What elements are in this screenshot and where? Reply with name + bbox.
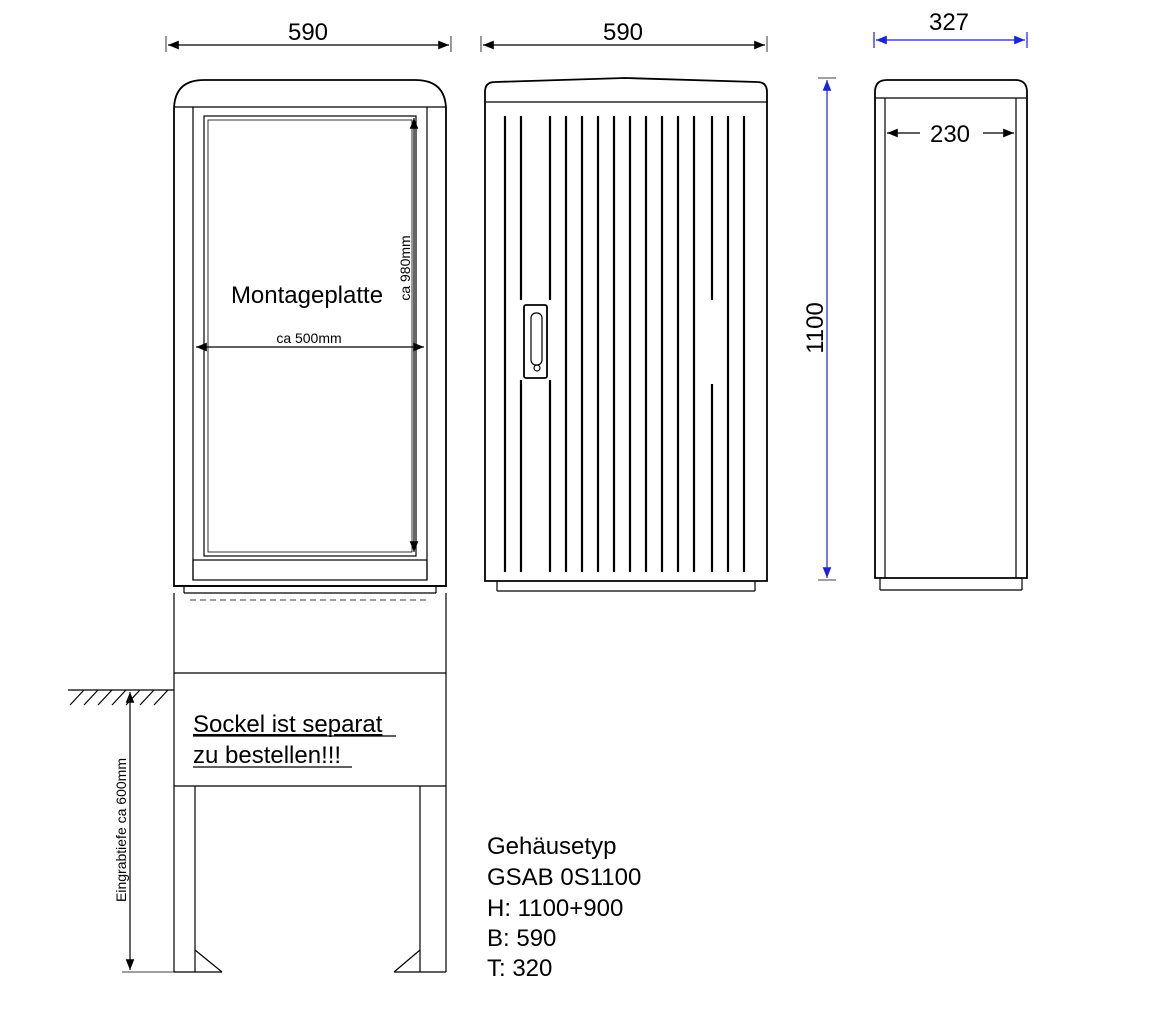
front-view-closed: [481, 19, 767, 591]
side-view: [874, 9, 1027, 590]
spec-line-housing-type: Gehäusetyp: [487, 833, 617, 860]
spec-line-height: H: 1100+900: [487, 895, 624, 922]
height-label: 1100: [802, 302, 829, 354]
door-outline: [485, 78, 767, 581]
front-view-open: [166, 19, 451, 600]
mounting-plate-label: Montageplatte: [230, 282, 384, 309]
spec-line-width: B: 590: [487, 925, 557, 952]
height-dimension: [802, 78, 836, 580]
side-inner-depth-label: 230: [929, 121, 971, 148]
door-width-dimension: [481, 19, 767, 52]
socket-base: [174, 593, 446, 972]
door-width-label: 590: [602, 19, 644, 46]
socket-note-line2: zu bestellen!!!: [193, 742, 342, 769]
side-depth-label: 327: [928, 9, 970, 36]
plate-height-label: ca 980mm: [397, 235, 413, 301]
ground-level: [68, 690, 174, 972]
side-depth-dimension: [874, 9, 1027, 48]
socket-note-line1: Sockel ist separat: [193, 711, 383, 738]
spec-block: [487, 833, 641, 982]
spec-line-depth: T: 320: [487, 955, 553, 982]
door-handle: [524, 305, 547, 378]
plate-width-label: ca 500mm: [276, 330, 342, 346]
front-width-label: 590: [287, 19, 329, 46]
side-outline: [875, 80, 1027, 578]
spec-line-model: GSAB 0S1100: [487, 864, 642, 891]
burial-depth-label: Eingrabtiefe ca 600mm: [113, 758, 129, 902]
vent-slots: [505, 116, 744, 572]
front-width-dimension: [166, 19, 451, 52]
